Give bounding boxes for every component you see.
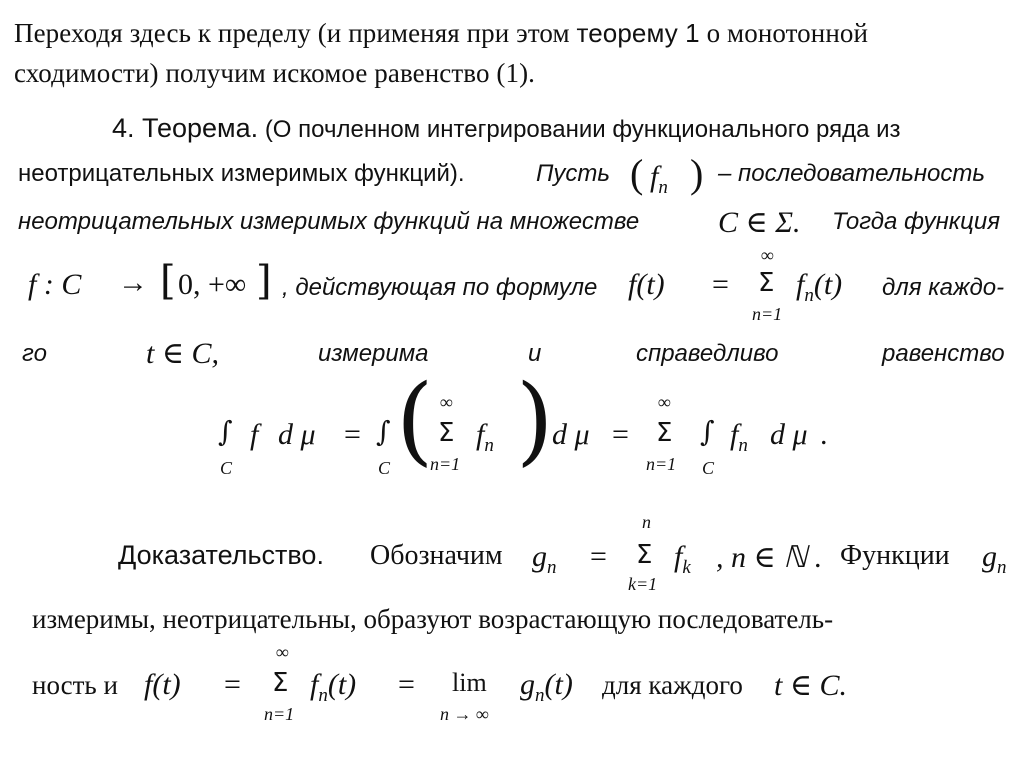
theorem-and: и [528,340,542,367]
theorem-go: го [22,340,47,367]
map-f-C: f : C [28,268,82,301]
proof-for-each: для каждого [602,670,743,700]
sum-upper-3: ∞ [658,392,671,412]
theorem-valid: справедливо [636,340,779,367]
integral-symbol-1: ∫ [218,415,233,448]
fn-paren-open: ( [630,151,644,196]
sum-symbol-2: Σ [438,418,455,448]
intro-theorem-ref: теорему 1 [576,18,700,48]
gn-symbol-2: $g_n$ [982,540,1007,578]
equation-period: . [820,418,828,451]
fn-paren-close: ) [690,151,704,196]
sum-symbol-4: Σ [636,540,653,570]
sum-lower-5: n=1 [264,704,295,724]
interval-bracket-open: [ [160,258,176,304]
proof-denote: Обозначим [370,540,503,571]
intro-text-tail: о монотонной [706,18,869,48]
sum-lower-4: k=1 [628,574,658,594]
t-in-C-end: t ∈ C. [774,669,848,702]
theorem-pust: Пусть [536,160,611,187]
sum-upper-1: ∞ [761,245,774,265]
lim-operator: lim [452,668,487,697]
sum-lower-2: n=1 [430,454,461,474]
f-term: f [250,418,259,451]
sum-upper-4: n [642,512,651,532]
intro-text: Переходя здесь к пределу (и применяя при этом [14,18,570,48]
proof-line-3-start: ность и [32,670,118,700]
equals-6: = [398,668,415,701]
fn-symbol: $f_n$ [650,160,668,198]
theorem-title-rest: (О почленном интегрировании функционального ряда из [264,116,901,143]
interval-bracket-close: ] [256,258,272,304]
interval: 0, +∞ [178,268,247,301]
equals-1: = [712,268,729,301]
equals-4: = [590,540,607,573]
d-mu-3: d μ [770,418,808,451]
C-in-Sigma: C ∈ Σ. [718,206,801,239]
n-in-N: , n ∈ ℕ . [716,541,823,574]
fn-of-t-1: $f_n(t)$ [796,268,843,306]
theorem-acting: , действующая по формуле [282,274,598,301]
integral-symbol-3: ∫ [700,415,715,448]
fk-term: $f_k$ [674,540,691,578]
theorem-line-1 [112,113,901,144]
theorem-then-function: Тогда функция [832,208,1001,235]
fn-term-2: $f_n$ [476,418,494,456]
proof-line-2: измеримы, неотрицательны, образуют возрастающую последователь- [32,604,834,634]
sum-symbol-3: Σ [656,418,673,448]
f-of-t-2: f(t) [144,668,181,701]
sum-upper-2: ∞ [440,392,453,412]
sum-upper-5: ∞ [276,642,289,662]
f-of-t: f(t) [628,268,665,301]
big-paren-open: ( [396,364,434,476]
theorem-heading: 4. Теорема. [112,113,259,143]
map-arrow: → [118,266,148,299]
gn-symbol-1: $g_n$ [532,540,557,578]
proof-functions: Функции [840,540,950,571]
d-mu-1: d μ [278,418,316,451]
fn-of-t-2: $f_n(t)$ [310,668,357,706]
equals-2: = [344,418,361,451]
integral-lower-2: C [378,458,391,478]
big-paren-close: ) [516,364,554,476]
sum-symbol-5: Σ [272,668,289,698]
fn-term-3: $f_n$ [730,418,748,456]
theorem-sequence: – последовательность [718,160,986,187]
t-in-C: t ∈ C, [146,337,220,370]
lim-subscript: n → ∞ [440,704,489,724]
d-mu-2: d μ [552,418,590,451]
theorem-line-3: неотрицательных измеримых функций на множестве [18,208,640,235]
integral-symbol-2: ∫ [376,415,391,448]
gn-of-t: $g_n(t)$ [520,668,573,706]
theorem-measurable: измерима [318,340,429,367]
integral-lower-3: C [702,458,715,478]
theorem-line-2: неотрицательных измеримых функций). [18,160,465,187]
sum-lower-3: n=1 [646,454,677,474]
intro-line-2: сходимости) получим искомое равенство (1). [14,58,536,88]
equals-3: = [612,418,629,451]
integral-lower-1: C [220,458,233,478]
theorem-equality: равенство [882,340,1005,367]
proof-heading: Доказательство. [118,540,324,570]
equals-5: = [224,668,241,701]
intro-line-1 [14,18,868,49]
theorem-for-each: для каждо- [882,274,1005,301]
sum-lower-1: n=1 [752,304,783,324]
sum-symbol-1: Σ [758,268,775,298]
